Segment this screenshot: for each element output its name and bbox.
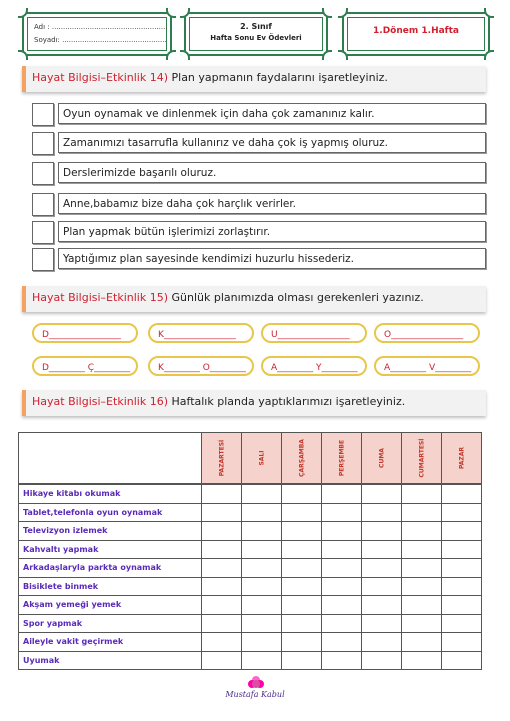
benefit-statement-row <box>32 132 486 155</box>
flower-logo-icon <box>252 680 260 688</box>
author-signature: Mustafa Kabul <box>225 690 285 699</box>
checkmark-cell[interactable] <box>362 522 402 541</box>
day-header <box>362 433 402 485</box>
checkmark-cell[interactable] <box>202 522 242 541</box>
checkmark-cell[interactable] <box>362 614 402 633</box>
checkmark-cell[interactable] <box>362 484 402 503</box>
checkmark-cell[interactable] <box>202 559 242 578</box>
day-header <box>242 433 282 485</box>
checkmark-cell[interactable] <box>442 522 482 541</box>
checkmark-cell[interactable] <box>402 596 442 615</box>
day-label: PAZAR <box>458 446 465 470</box>
section-14-instruction: Plan yapmanın faydalarını işaretleyiniz. <box>171 71 388 84</box>
section-14-number: Hayat Bilgisi–Etkinlik 14) <box>32 71 168 84</box>
section-15-header <box>22 286 486 312</box>
benefit-statement-text: Zamanımızı tasarrufla kullanırız ve daha çok iş yapmış oluruz. <box>58 132 486 153</box>
checkmark-cell[interactable] <box>242 633 282 652</box>
checkmark-cell[interactable] <box>282 559 322 578</box>
activity-label: Akşam yemeği yemek <box>19 596 202 615</box>
checkmark-cell[interactable] <box>242 522 282 541</box>
activity-label: Uyumak <box>19 651 202 670</box>
checkmark-cell[interactable] <box>402 651 442 670</box>
day-header <box>442 433 482 485</box>
benefit-statement-row <box>32 193 486 216</box>
checkmark-cell[interactable] <box>402 540 442 559</box>
checkmark-cell[interactable] <box>322 559 362 578</box>
checkmark-cell[interactable] <box>402 633 442 652</box>
daily-plan-answer-field[interactable]: A________ Y________ <box>261 356 367 376</box>
checkmark-cell[interactable] <box>322 614 362 633</box>
term-label: 1.Dönem 1.Hafta <box>373 26 459 36</box>
benefit-statement-row <box>32 248 486 271</box>
table-row <box>19 596 482 615</box>
section-16-number: Hayat Bilgisi–Etkinlik 16) <box>32 395 168 408</box>
checkmark-cell[interactable] <box>322 651 362 670</box>
daily-plan-answer-field[interactable]: U________________ <box>261 323 367 343</box>
day-header <box>282 433 322 485</box>
checkmark-cell[interactable] <box>242 651 282 670</box>
checkmark-cell[interactable] <box>322 577 362 596</box>
table-row <box>19 651 482 670</box>
activity-label: Spor yapmak <box>19 614 202 633</box>
table-row <box>19 540 482 559</box>
checkmark-cell[interactable] <box>322 522 362 541</box>
benefit-statement-text: Anne,babamız bize daha çok harçlık verirler. <box>58 193 486 214</box>
activity-label: Arkadaşlaryla parkta oynamak <box>19 559 202 578</box>
title-box <box>184 12 328 56</box>
daily-plan-answer-field[interactable]: D________ Ç________ <box>32 356 138 376</box>
checkmark-cell[interactable] <box>282 614 322 633</box>
checkmark-cell[interactable] <box>282 503 322 522</box>
checkmark-cell[interactable] <box>402 577 442 596</box>
checkmark-cell[interactable] <box>282 540 322 559</box>
checkmark-cell[interactable] <box>362 540 402 559</box>
benefit-statement-row <box>32 221 486 244</box>
checkmark-cell[interactable] <box>442 559 482 578</box>
benefit-statement-row <box>32 103 486 126</box>
activity-label: Kahvaltı yapmak <box>19 540 202 559</box>
day-label: CUMA <box>378 448 385 468</box>
checkmark-cell[interactable] <box>322 596 362 615</box>
day-header <box>322 433 362 485</box>
table-row <box>19 522 482 541</box>
day-label: SALI <box>258 450 265 466</box>
checkmark-cell[interactable] <box>322 540 362 559</box>
benefit-statement-text: Oyun oynamak ve dinlenmek için daha çok zamanınız kalır. <box>58 103 486 124</box>
table-row <box>19 633 482 652</box>
activity-label: Tablet,telefonla oyun oynamak <box>19 503 202 522</box>
checkmark-cell[interactable] <box>322 633 362 652</box>
section-15-instruction: Günlük planımızda olması gerekenleri yazınız. <box>171 291 424 304</box>
benefit-statement-text: Derslerimizde başarılı oluruz. <box>58 162 486 183</box>
section-16-instruction: Haftalık planda yaptıklarımızı işaretleyiniz. <box>171 395 406 408</box>
checkmark-cell[interactable] <box>242 559 282 578</box>
checkmark-cell[interactable] <box>202 633 242 652</box>
checkmark-cell[interactable] <box>442 577 482 596</box>
benefit-statement-row <box>32 162 486 185</box>
checkmark-cell[interactable] <box>442 540 482 559</box>
checkmark-cell[interactable] <box>202 540 242 559</box>
checkmark-cell[interactable] <box>402 522 442 541</box>
day-label: ÇARŞAMBA <box>298 439 305 477</box>
benefit-checkbox[interactable] <box>32 221 54 244</box>
table-corner-cell <box>19 433 202 485</box>
checkmark-cell[interactable] <box>282 522 322 541</box>
student-info-box: Adı : .................................................... Soyadı: ............................................... <box>22 12 172 56</box>
checkmark-cell[interactable] <box>362 503 402 522</box>
checkmark-cell[interactable] <box>202 614 242 633</box>
checkmark-cell[interactable] <box>442 614 482 633</box>
table-row <box>19 503 482 522</box>
table-row <box>19 559 482 578</box>
checkmark-cell[interactable] <box>282 596 322 615</box>
activity-label: Hikaye kitabı okumak <box>19 484 202 503</box>
benefit-checkbox[interactable] <box>32 162 54 185</box>
activity-label: Televizyon izlemek <box>19 522 202 541</box>
checkmark-cell[interactable] <box>322 484 362 503</box>
checkmark-cell[interactable] <box>282 633 322 652</box>
checkmark-cell[interactable] <box>242 614 282 633</box>
section-16-header <box>22 390 486 416</box>
section-15-number: Hayat Bilgisi–Etkinlik 15) <box>32 291 168 304</box>
checkmark-cell[interactable] <box>202 577 242 596</box>
checkmark-cell[interactable] <box>242 577 282 596</box>
daily-plan-answer-field[interactable]: D________________ <box>32 323 138 343</box>
day-label: PAZARTESİ <box>218 439 225 477</box>
benefit-checkbox[interactable] <box>32 193 54 216</box>
checkmark-cell[interactable] <box>362 651 402 670</box>
name-label: Adı : <box>34 23 50 31</box>
checkmark-cell[interactable] <box>282 651 322 670</box>
benefit-checkbox[interactable] <box>32 103 54 126</box>
checkmark-cell[interactable] <box>242 596 282 615</box>
checkmark-cell[interactable] <box>322 503 362 522</box>
checkmark-cell[interactable] <box>362 559 402 578</box>
checkmark-cell[interactable] <box>402 503 442 522</box>
checkmark-cell[interactable] <box>362 577 402 596</box>
checkmark-cell[interactable] <box>242 503 282 522</box>
term-box <box>342 12 490 56</box>
checkmark-cell[interactable] <box>202 596 242 615</box>
day-header <box>402 433 442 485</box>
day-header <box>202 433 242 485</box>
checkmark-cell[interactable] <box>202 651 242 670</box>
checkmark-cell[interactable] <box>202 503 242 522</box>
daily-plan-answer-field[interactable]: O________________ <box>374 323 480 343</box>
checkmark-cell[interactable] <box>402 559 442 578</box>
checkmark-cell[interactable] <box>402 484 442 503</box>
benefit-statement-text: Plan yapmak bütün işlerimizi zorlaştırır. <box>58 221 486 242</box>
checkmark-cell[interactable] <box>362 633 402 652</box>
day-label: PERŞEMBE <box>338 439 345 477</box>
day-label: CUMARTESİ <box>418 438 425 478</box>
checkmark-cell[interactable] <box>442 503 482 522</box>
activity-label: Aileyle vakit geçirmek <box>19 633 202 652</box>
checkmark-cell[interactable] <box>442 651 482 670</box>
checkmark-cell[interactable] <box>242 484 282 503</box>
checkmark-cell[interactable] <box>442 484 482 503</box>
grade-label: 2. Sınıf <box>240 22 272 31</box>
checkmark-cell[interactable] <box>402 614 442 633</box>
weekly-plan-table <box>18 432 482 670</box>
homework-subtitle: Hafta Sonu Ev Ödevleri <box>210 34 302 42</box>
table-row <box>19 614 482 633</box>
section-14-header <box>22 66 486 92</box>
benefit-checkbox[interactable] <box>32 132 54 155</box>
daily-plan-answer-field[interactable]: A________ V________ <box>374 356 480 376</box>
checkmark-cell[interactable] <box>362 596 402 615</box>
checkmark-cell[interactable] <box>282 577 322 596</box>
checkmark-cell[interactable] <box>282 484 322 503</box>
checkmark-cell[interactable] <box>202 484 242 503</box>
benefit-statement-text: Yaptığımız plan sayesinde kendimizi huzurlu hissederiz. <box>58 248 486 269</box>
benefit-checkbox[interactable] <box>32 248 54 271</box>
checkmark-cell[interactable] <box>442 596 482 615</box>
daily-plan-answer-field[interactable]: K________ O________ <box>148 356 254 376</box>
checkmark-cell[interactable] <box>442 633 482 652</box>
surname-label: Soyadı: <box>34 36 60 44</box>
table-row <box>19 577 482 596</box>
table-row <box>19 484 482 503</box>
activity-label: Bisiklete binmek <box>19 577 202 596</box>
checkmark-cell[interactable] <box>242 540 282 559</box>
daily-plan-answer-field[interactable]: K________________ <box>148 323 254 343</box>
